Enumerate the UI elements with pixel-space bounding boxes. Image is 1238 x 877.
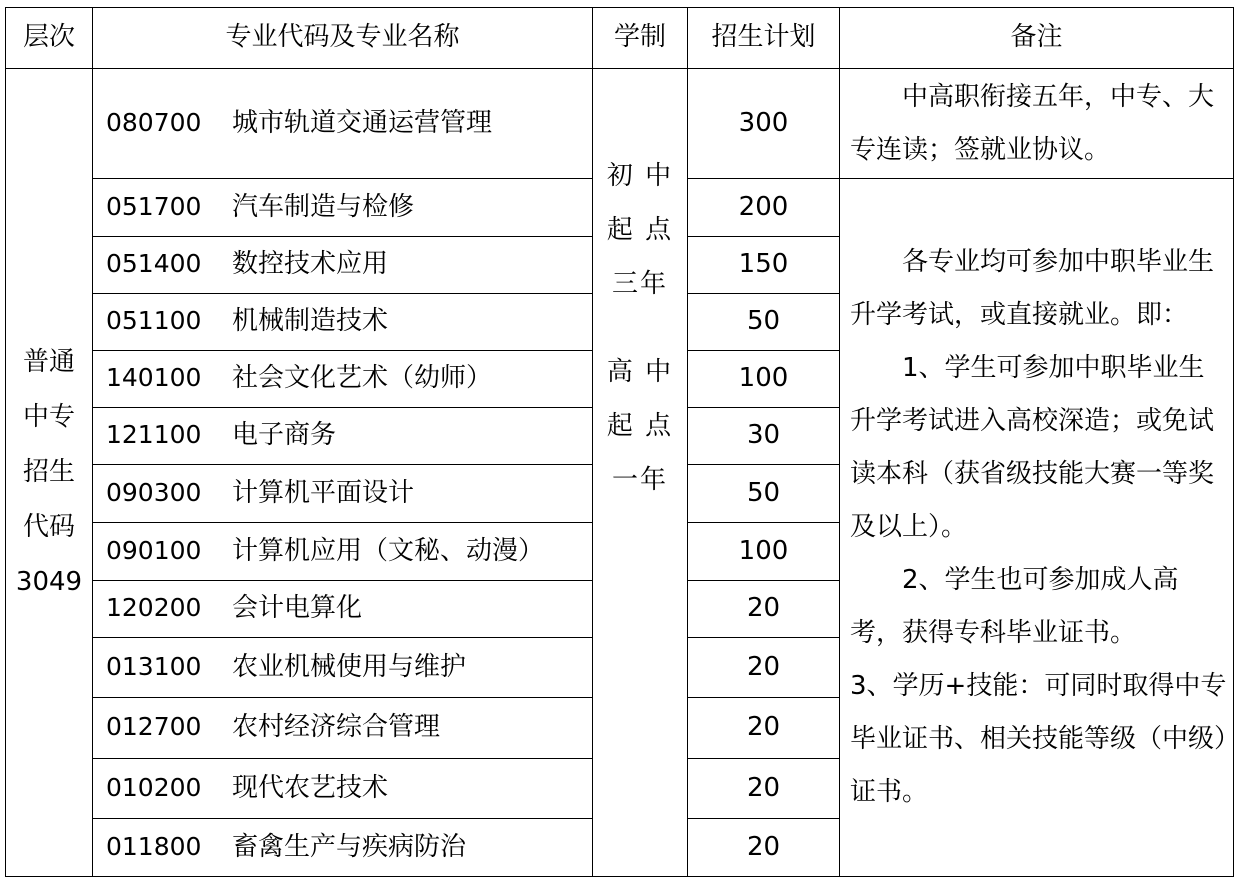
plan-cell: 50 <box>688 465 840 523</box>
duration-cell <box>593 69 688 877</box>
remark-paragraph: 各专业均可参加中职毕业生升学考试，或直接就业。即： <box>850 247 1215 330</box>
major-cell <box>93 638 593 698</box>
major-cell <box>93 581 593 638</box>
major-code: 090300 <box>106 477 202 507</box>
header-remark: 备注 <box>840 8 1234 69</box>
level-line: 代码 <box>22 512 75 542</box>
remark-paragraph: 3、学历+技能：可同时取得中专毕业证书、相关技能等级（中级）证书。 <box>850 671 1228 807</box>
major-code: 051100 <box>106 306 202 336</box>
duration-line: 起 点 <box>606 411 674 441</box>
major-name: 畜禽生产与疾病防治 <box>232 831 467 862</box>
major-cell <box>93 69 593 179</box>
plan-cell: 150 <box>688 237 840 294</box>
major-code: 011800 <box>106 831 202 861</box>
header-level: 层次 <box>6 8 93 69</box>
table-row <box>6 69 1234 179</box>
major-cell <box>93 759 593 819</box>
major-code: 051400 <box>106 249 202 279</box>
major-name: 农业机械使用与维护 <box>232 651 467 682</box>
plan-cell: 300 <box>688 69 840 179</box>
major-name: 城市轨道交通运营管理 <box>232 107 493 138</box>
major-name: 农村经济综合管理 <box>232 712 441 743</box>
major-name: 机械制造技术 <box>232 306 389 337</box>
major-name: 汽车制造与检修 <box>232 191 415 222</box>
major-code: 121100 <box>106 420 202 450</box>
major-cell <box>93 465 593 523</box>
remark-second <box>840 179 1234 877</box>
duration-line: 高 中 <box>606 357 674 387</box>
plan-cell: 20 <box>688 759 840 819</box>
major-cell <box>93 351 593 408</box>
header-major: 专业代码及专业名称 <box>93 8 593 69</box>
plan-cell: 20 <box>688 819 840 877</box>
level-line: 招生 <box>22 457 75 487</box>
major-code: 090100 <box>106 535 202 565</box>
duration-line: 起 点 <box>606 215 674 245</box>
remark-paragraph: 1、学生可参加中职毕业生升学考试进入高校深造；或免试读本科（获省级技能大赛一等奖及以上）。 <box>850 353 1215 542</box>
plan-cell: 50 <box>688 294 840 351</box>
level-cell <box>6 69 93 877</box>
major-cell <box>93 698 593 759</box>
plan-cell: 20 <box>688 638 840 698</box>
remark-first <box>840 69 1234 179</box>
major-cell <box>93 179 593 237</box>
plan-cell: 100 <box>688 351 840 408</box>
plan-cell: 30 <box>688 408 840 465</box>
major-code: 051700 <box>106 191 202 221</box>
header-plan: 招生计划 <box>688 8 840 69</box>
remark-paragraph: 2、学生也可参加成人高考，获得专科毕业证书。 <box>850 565 1179 648</box>
duration-line: 三年 <box>611 269 668 299</box>
duration-line: 初 中 <box>606 161 674 191</box>
major-cell <box>93 408 593 465</box>
major-name: 现代农艺技术 <box>232 772 389 803</box>
level-line: 3049 <box>15 567 83 597</box>
major-name: 数控技术应用 <box>232 249 389 280</box>
major-name: 计算机平面设计 <box>232 477 415 508</box>
major-cell <box>93 237 593 294</box>
major-name: 计算机应用（文秘、动漫） <box>232 535 545 566</box>
major-name: 会计电算化 <box>232 593 363 624</box>
plan-cell: 200 <box>688 179 840 237</box>
major-code: 013100 <box>106 651 202 681</box>
major-code: 012700 <box>106 712 202 742</box>
level-line: 普通 <box>22 347 75 377</box>
major-cell <box>93 523 593 581</box>
major-name: 电子商务 <box>232 420 337 451</box>
plan-cell: 20 <box>688 698 840 759</box>
header-row <box>6 8 1234 69</box>
enrollment-table <box>5 7 1234 877</box>
major-code: 080700 <box>106 107 202 137</box>
duration-line: 一年 <box>611 465 668 495</box>
major-cell <box>93 294 593 351</box>
major-name: 社会文化艺术（幼师） <box>232 363 493 394</box>
plan-cell: 100 <box>688 523 840 581</box>
major-code: 010200 <box>106 772 202 802</box>
major-code: 140100 <box>106 363 202 393</box>
major-code: 120200 <box>106 593 202 623</box>
remark-first-text: 中高职衔接五年，中专、大专连读；签就业协议。 <box>850 81 1215 165</box>
major-cell <box>93 819 593 877</box>
level-line: 中专 <box>22 402 75 432</box>
plan-cell: 20 <box>688 581 840 638</box>
header-duration: 学制 <box>593 8 688 69</box>
